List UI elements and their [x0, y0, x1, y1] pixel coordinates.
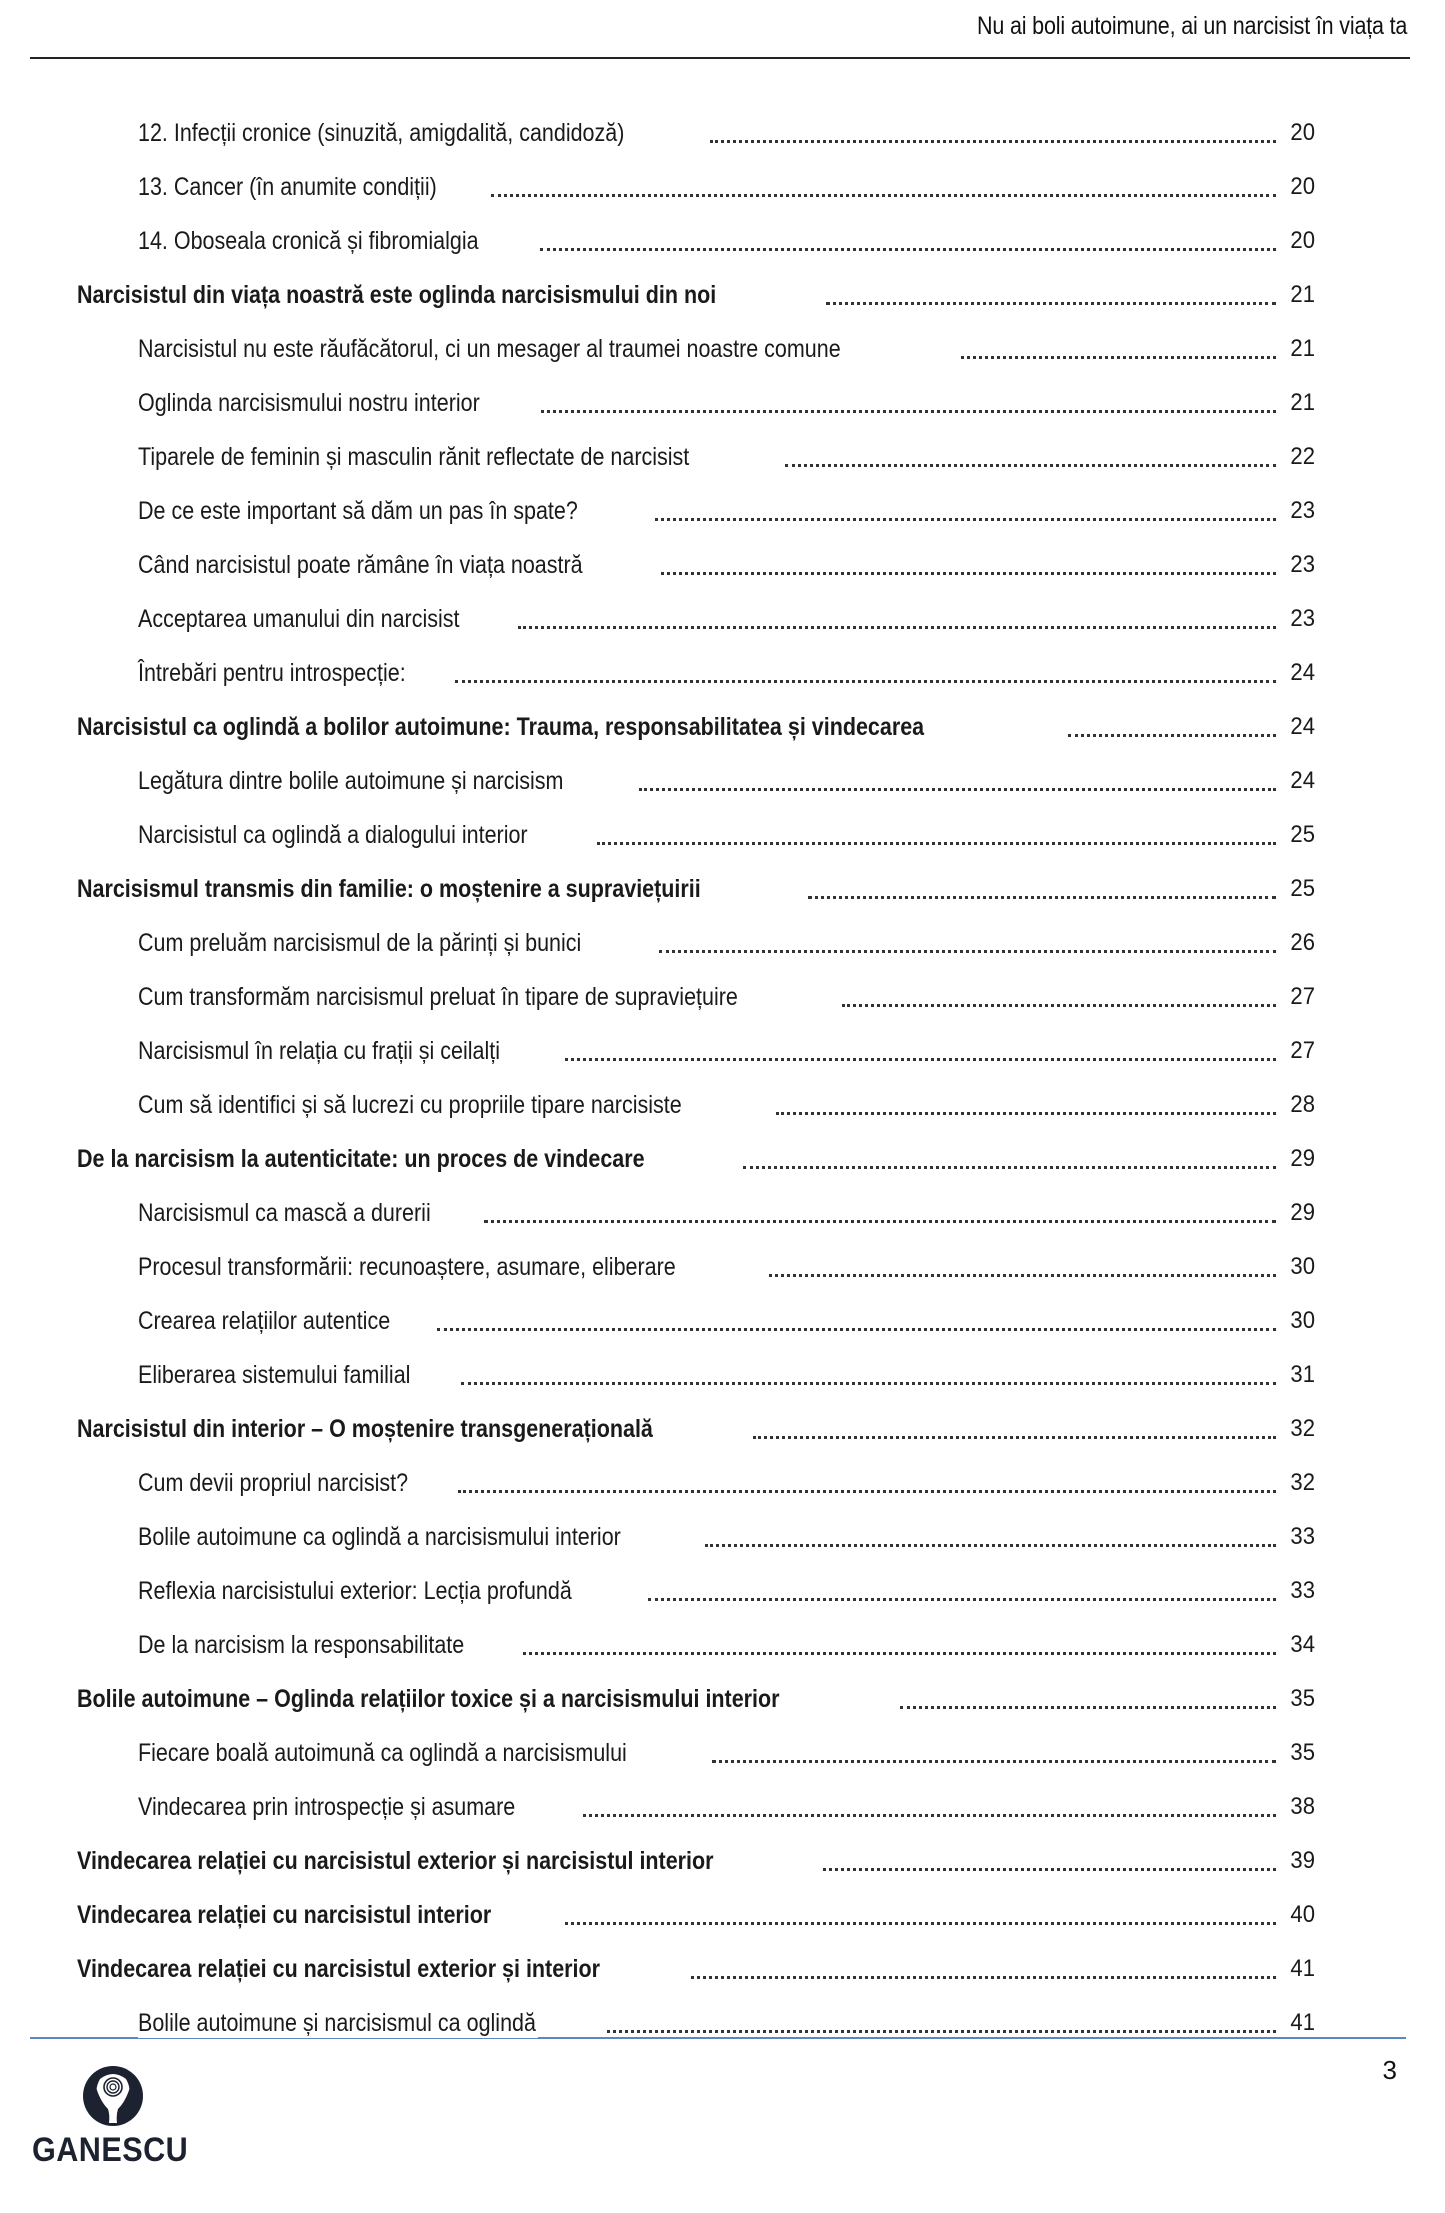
toc-dot-leader: [1068, 733, 1276, 737]
toc-dot-leader: [648, 1597, 1276, 1601]
toc-entry-page: 20: [1290, 227, 1315, 254]
toc-entry-page: 28: [1290, 1091, 1315, 1118]
toc-section-entry[interactable]: [77, 1240, 1315, 1294]
table-of-contents: [77, 106, 1315, 2050]
toc-entry-page: 34: [1290, 1631, 1315, 1658]
page-number: 3: [1382, 2055, 1397, 2085]
toc-chapter-entry[interactable]: [77, 700, 1315, 754]
toc-dot-leader: [776, 1111, 1276, 1115]
toc-entry-page: 30: [1290, 1253, 1315, 1280]
toc-entry-title: Narcisistul ca oglindă a bolilor autoimune: Trauma, responsabilitatea și vindecarea: [77, 712, 925, 741]
toc-entry-title: Reflexia narcisistului exterior: Lecția profundă: [138, 1576, 572, 1605]
toc-entry-title: Narcisistul din interior – O moștenire transgenerațională: [77, 1414, 653, 1443]
toc-dot-leader: [808, 895, 1276, 899]
toc-entry-title: Eliberarea sistemului familial: [138, 1360, 411, 1389]
toc-section-entry[interactable]: [77, 1510, 1315, 1564]
toc-dot-leader: [826, 301, 1276, 305]
toc-section-entry[interactable]: [77, 1996, 1315, 2050]
toc-entry-page: 24: [1290, 767, 1315, 794]
toc-chapter-entry[interactable]: [77, 1672, 1315, 1726]
toc-entry-title: Cum preluăm narcisismul de la părinți și bunici: [138, 928, 582, 957]
toc-chapter-entry[interactable]: [77, 268, 1315, 322]
toc-entry-title: 12. Infecții cronice (sinuzită, amigdalită, candidoză): [138, 118, 625, 147]
toc-entry-page: 27: [1290, 1037, 1315, 1064]
toc-section-entry[interactable]: [77, 214, 1315, 268]
toc-entry-page: 35: [1290, 1685, 1315, 1712]
toc-entry-title: 14. Oboseala cronică și fibromialgia: [138, 226, 479, 255]
toc-entry-title: De la narcisism la autenticitate: un proces de vindecare: [77, 1144, 645, 1173]
toc-dot-leader: [842, 1003, 1277, 1007]
toc-dot-leader: [583, 1813, 1276, 1817]
toc-section-entry[interactable]: [77, 916, 1315, 970]
toc-entry-page: 29: [1290, 1199, 1315, 1226]
toc-dot-leader: [655, 517, 1276, 521]
toc-section-entry[interactable]: [77, 1726, 1315, 1780]
toc-dot-leader: [661, 571, 1276, 575]
toc-dot-leader: [491, 193, 1276, 197]
toc-section-entry[interactable]: [77, 106, 1315, 160]
toc-section-entry[interactable]: [77, 1024, 1315, 1078]
toc-section-entry[interactable]: [77, 1618, 1315, 1672]
toc-entry-title: Narcisismul ca mască a durerii: [138, 1198, 431, 1227]
toc-entry-title: De la narcisism la responsabilitate: [138, 1630, 465, 1659]
toc-chapter-entry[interactable]: [77, 1132, 1315, 1186]
toc-dot-leader: [900, 1705, 1276, 1709]
toc-entry-title: 13. Cancer (în anumite condiții): [138, 172, 437, 201]
toc-entry-title: Crearea relațiilor autentice: [138, 1306, 391, 1335]
toc-entry-page: 23: [1290, 497, 1315, 524]
toc-section-entry[interactable]: [77, 160, 1315, 214]
toc-entry-page: 24: [1290, 713, 1315, 740]
toc-dot-leader: [607, 2029, 1276, 2033]
toc-dot-leader: [437, 1327, 1276, 1331]
toc-entry-title: Bolile autoimune ca oglindă a narcisismului interior: [138, 1522, 621, 1551]
toc-entry-page: 35: [1290, 1739, 1315, 1766]
toc-entry-title: Bolile autoimune – Oglinda relațiilor toxice și a narcisismului interior: [77, 1684, 780, 1713]
toc-entry-page: 32: [1290, 1469, 1315, 1496]
toc-section-entry[interactable]: [77, 1078, 1315, 1132]
toc-section-entry[interactable]: [77, 970, 1315, 1024]
toc-entry-page: 41: [1290, 2009, 1315, 2036]
toc-section-entry[interactable]: [77, 322, 1315, 376]
toc-entry-page: 39: [1290, 1847, 1315, 1874]
toc-entry-title: Bolile autoimune și narcisismul ca oglindă: [138, 2008, 536, 2037]
toc-entry-title: Întrebări pentru introspecție:: [138, 658, 406, 687]
toc-entry-page: 38: [1290, 1793, 1315, 1820]
toc-entry-page: 29: [1290, 1145, 1315, 1172]
toc-entry-page: 24: [1290, 659, 1315, 686]
toc-entry-title: Fiecare boală autoimună ca oglindă a narcisismului: [138, 1738, 627, 1767]
toc-entry-title: Narcisismul transmis din familie: o moștenire a supraviețuirii: [77, 874, 701, 903]
toc-chapter-entry[interactable]: [77, 1888, 1315, 1942]
toc-chapter-entry[interactable]: [77, 1942, 1315, 1996]
toc-section-entry[interactable]: [77, 646, 1315, 700]
toc-dot-leader: [961, 355, 1276, 359]
toc-entry-page: 30: [1290, 1307, 1315, 1334]
toc-dot-leader: [769, 1273, 1276, 1277]
toc-section-entry[interactable]: [77, 538, 1315, 592]
running-header-title: Nu ai boli autoimune, ai un narcisist în viața ta: [976, 12, 1407, 40]
toc-section-entry[interactable]: [77, 1564, 1315, 1618]
toc-entry-page: 21: [1290, 335, 1315, 362]
toc-entry-title: Narcisismul în relația cu frații și ceilalți: [138, 1036, 501, 1065]
toc-chapter-entry[interactable]: [77, 1402, 1315, 1456]
toc-entry-page: 41: [1290, 1955, 1315, 1982]
toc-entry-page: 20: [1290, 173, 1315, 200]
toc-section-entry[interactable]: [77, 1780, 1315, 1834]
toc-dot-leader: [458, 1489, 1276, 1493]
toc-entry-title: Vindecarea relației cu narcisistul exterior și interior: [77, 1954, 601, 1983]
toc-entry-title: Cum transformăm narcisismul preluat în tipare de supraviețuire: [138, 982, 738, 1011]
toc-dot-leader: [753, 1435, 1276, 1439]
toc-section-entry[interactable]: [77, 592, 1315, 646]
toc-entry-title: Narcisistul nu este răufăcătorul, ci un mesager al traumei noastre comune: [138, 334, 841, 363]
toc-entry-title: Legătura dintre bolile autoimune și narcisism: [138, 766, 564, 795]
toc-entry-page: 40: [1290, 1901, 1315, 1928]
toc-dot-leader: [597, 841, 1276, 845]
toc-entry-page: 22: [1290, 443, 1315, 470]
toc-dot-leader: [691, 1975, 1276, 1979]
toc-dot-leader: [639, 787, 1276, 791]
toc-dot-leader: [823, 1867, 1276, 1871]
toc-entry-page: 25: [1290, 821, 1315, 848]
toc-entry-page: 23: [1290, 551, 1315, 578]
toc-entry-page: 31: [1290, 1361, 1315, 1388]
toc-entry-title: Vindecarea relației cu narcisistul exterior și narcisistul interior: [77, 1846, 714, 1875]
toc-dot-leader: [785, 463, 1276, 467]
toc-dot-leader: [743, 1165, 1276, 1169]
ganescu-logo: [32, 2065, 202, 2180]
toc-dot-leader: [705, 1543, 1276, 1547]
toc-entry-page: 23: [1290, 605, 1315, 632]
toc-chapter-entry[interactable]: [77, 862, 1315, 916]
toc-entry-title: Narcisistul ca oglindă a dialogului interior: [138, 820, 528, 849]
toc-entry-page: 27: [1290, 983, 1315, 1010]
toc-section-entry[interactable]: [77, 1456, 1315, 1510]
toc-section-entry[interactable]: [77, 430, 1315, 484]
toc-dot-leader: [565, 1921, 1276, 1925]
toc-entry-title: Narcisistul din viața noastră este oglinda narcisismului din noi: [77, 280, 717, 309]
toc-dot-leader: [565, 1057, 1276, 1061]
toc-entry-title: Oglinda narcisismului nostru interior: [138, 388, 480, 417]
toc-entry-title: Procesul transformării: recunoaștere, asumare, eliberare: [138, 1252, 676, 1281]
toc-section-entry[interactable]: [77, 808, 1315, 862]
toc-chapter-entry[interactable]: [77, 1834, 1315, 1888]
toc-entry-page: 21: [1290, 281, 1315, 308]
toc-entry-title: Când narcisistul poate rămâne în viața noastră: [138, 550, 583, 579]
toc-entry-page: 33: [1290, 1577, 1315, 1604]
header-divider: [30, 57, 1410, 59]
toc-entry-page: 20: [1290, 119, 1315, 146]
toc-entry-title: De ce este important să dăm un pas în spate?: [138, 496, 578, 525]
toc-dot-leader: [484, 1219, 1276, 1223]
toc-entry-page: 33: [1290, 1523, 1315, 1550]
toc-entry-title: Vindecarea prin introspecție și asumare: [138, 1792, 516, 1821]
toc-section-entry[interactable]: [77, 1294, 1315, 1348]
toc-entry-page: 32: [1290, 1415, 1315, 1442]
toc-section-entry[interactable]: [77, 1186, 1315, 1240]
toc-dot-leader: [461, 1381, 1276, 1385]
toc-entry-page: 25: [1290, 875, 1315, 902]
logo-emblem-icon: [82, 2065, 144, 2127]
toc-entry-page: 26: [1290, 929, 1315, 956]
toc-dot-leader: [455, 679, 1276, 683]
toc-entry-title: Tiparele de feminin și masculin rănit reflectate de narcisist: [138, 442, 690, 471]
toc-dot-leader: [541, 409, 1276, 413]
toc-dot-leader: [518, 625, 1276, 629]
toc-dot-leader: [712, 1759, 1276, 1763]
toc-section-entry[interactable]: [77, 754, 1315, 808]
toc-section-entry[interactable]: [77, 484, 1315, 538]
toc-dot-leader: [540, 247, 1276, 251]
toc-section-entry[interactable]: [77, 376, 1315, 430]
toc-entry-title: Vindecarea relației cu narcisistul interior: [77, 1900, 492, 1929]
logo-wordmark: GANESCU: [32, 2131, 189, 2169]
toc-dot-leader: [523, 1651, 1276, 1655]
toc-entry-title: Acceptarea umanului din narcisist: [138, 604, 460, 633]
toc-entry-title: Cum să identifici și să lucrezi cu propriile tipare narcisiste: [138, 1090, 682, 1119]
toc-dot-leader: [659, 949, 1276, 953]
toc-entry-title: Cum devii propriul narcisist?: [138, 1468, 409, 1497]
toc-dot-leader: [710, 139, 1276, 143]
toc-entry-page: 21: [1290, 389, 1315, 416]
toc-section-entry[interactable]: [77, 1348, 1315, 1402]
